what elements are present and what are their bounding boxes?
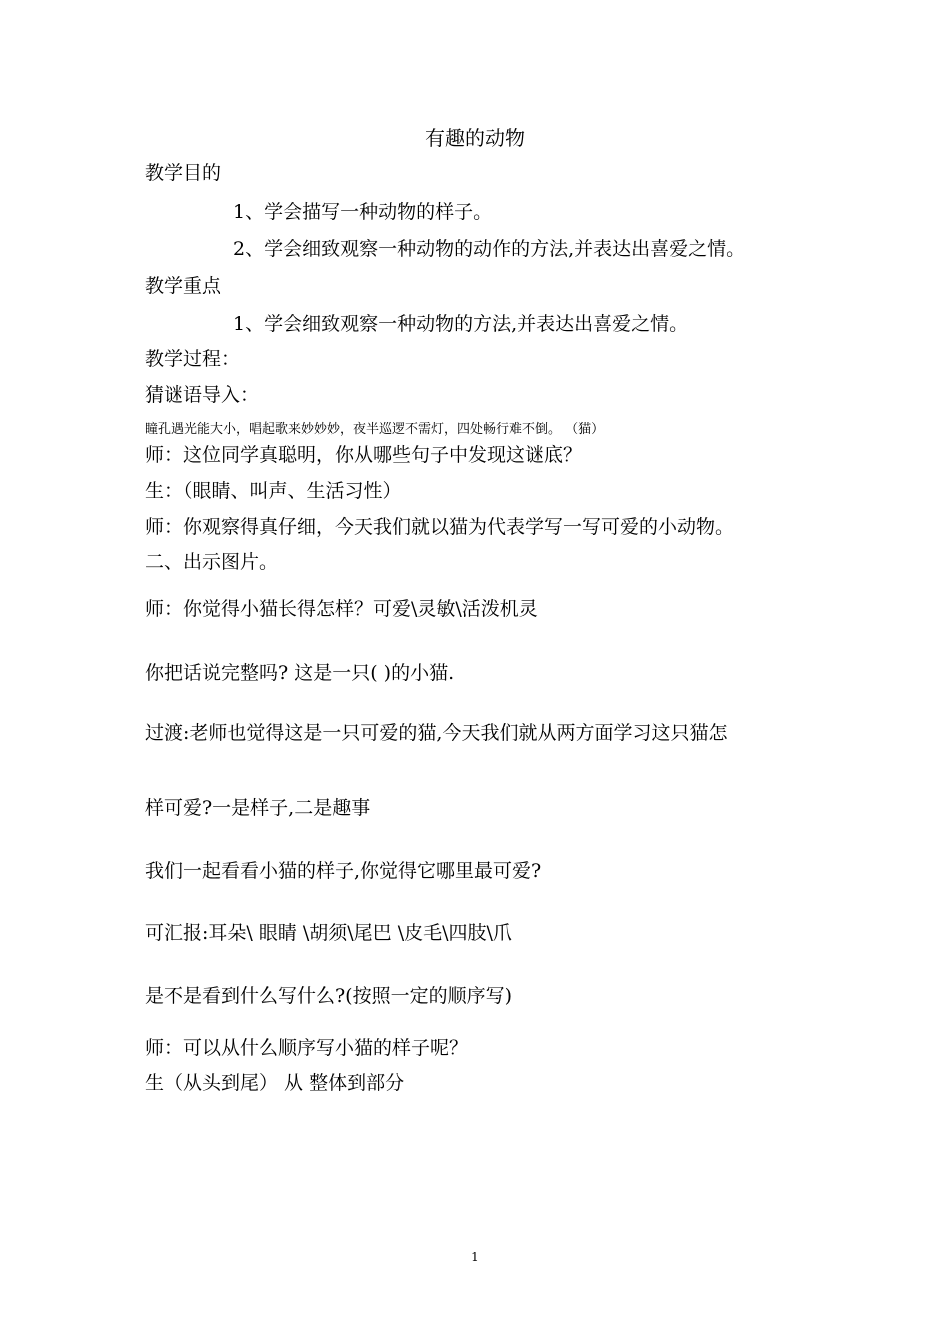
dialogue-line: 师：你观察得真仔细，今天我们就以猫为代表学写一写可爱的小动物。 — [145, 516, 735, 538]
riddle-text: 瞳孔遇光能大小，唱起歌来妙妙妙，夜半巡逻不需灯，四处畅行难不倒。 （猫） — [145, 422, 605, 437]
dialogue-line: 你把话说完整吗? 这是一只( )的小猫. — [145, 662, 455, 684]
dialogue-line: 师：你觉得小猫长得怎样？可爱\灵敏\活泼机灵 — [145, 598, 538, 620]
objective-item-1: 1、学会描写一种动物的样子。 — [233, 201, 493, 223]
dialogue-line: 是不是看到什么写什么?(按照一定的顺序写) — [145, 985, 513, 1007]
dialogue-line: 可汇报:耳朵\ 眼睛 \胡须\尾巴 \皮毛\四肢\爪 — [145, 922, 512, 944]
dialogue-line: 生（从头到尾） 从 整体到部分 — [145, 1072, 405, 1094]
dialogue-line: 生：（眼睛、叫声、生活习性） — [145, 480, 402, 502]
process-heading: 教学过程： — [145, 348, 241, 370]
page-number: 1 — [471, 1250, 479, 1264]
dialogue-line: 师：这位同学真聪明，你从哪些句子中发现这谜底？ — [145, 444, 583, 466]
focus-item-1: 1、学会细致观察一种动物的方法,并表达出喜爱之情。 — [233, 313, 689, 335]
dialogue-line: 我们一起看看小猫的样子,你觉得它哪里最可爱? — [145, 860, 542, 882]
dialogue-line: 师：可以从什么顺序写小猫的样子呢？ — [145, 1037, 469, 1059]
objective-item-2: 2、学会细致观察一种动物的动作的方法,并表达出喜爱之情。 — [233, 238, 746, 260]
objectives-heading: 教学目的 — [145, 162, 222, 184]
focus-heading: 教学重点 — [145, 275, 222, 297]
dialogue-line: 样可爱?一是样子,二是趣事 — [145, 797, 371, 819]
dialogue-line: 过渡:老师也觉得这是一只可爱的猫,今天我们就从两方面学习这只猫怎 — [145, 722, 728, 744]
document-title: 有趣的动物 — [425, 126, 525, 150]
dialogue-line: 二、出示图片。 — [145, 551, 279, 573]
riddle-intro: 猜谜语导入： — [145, 384, 260, 406]
